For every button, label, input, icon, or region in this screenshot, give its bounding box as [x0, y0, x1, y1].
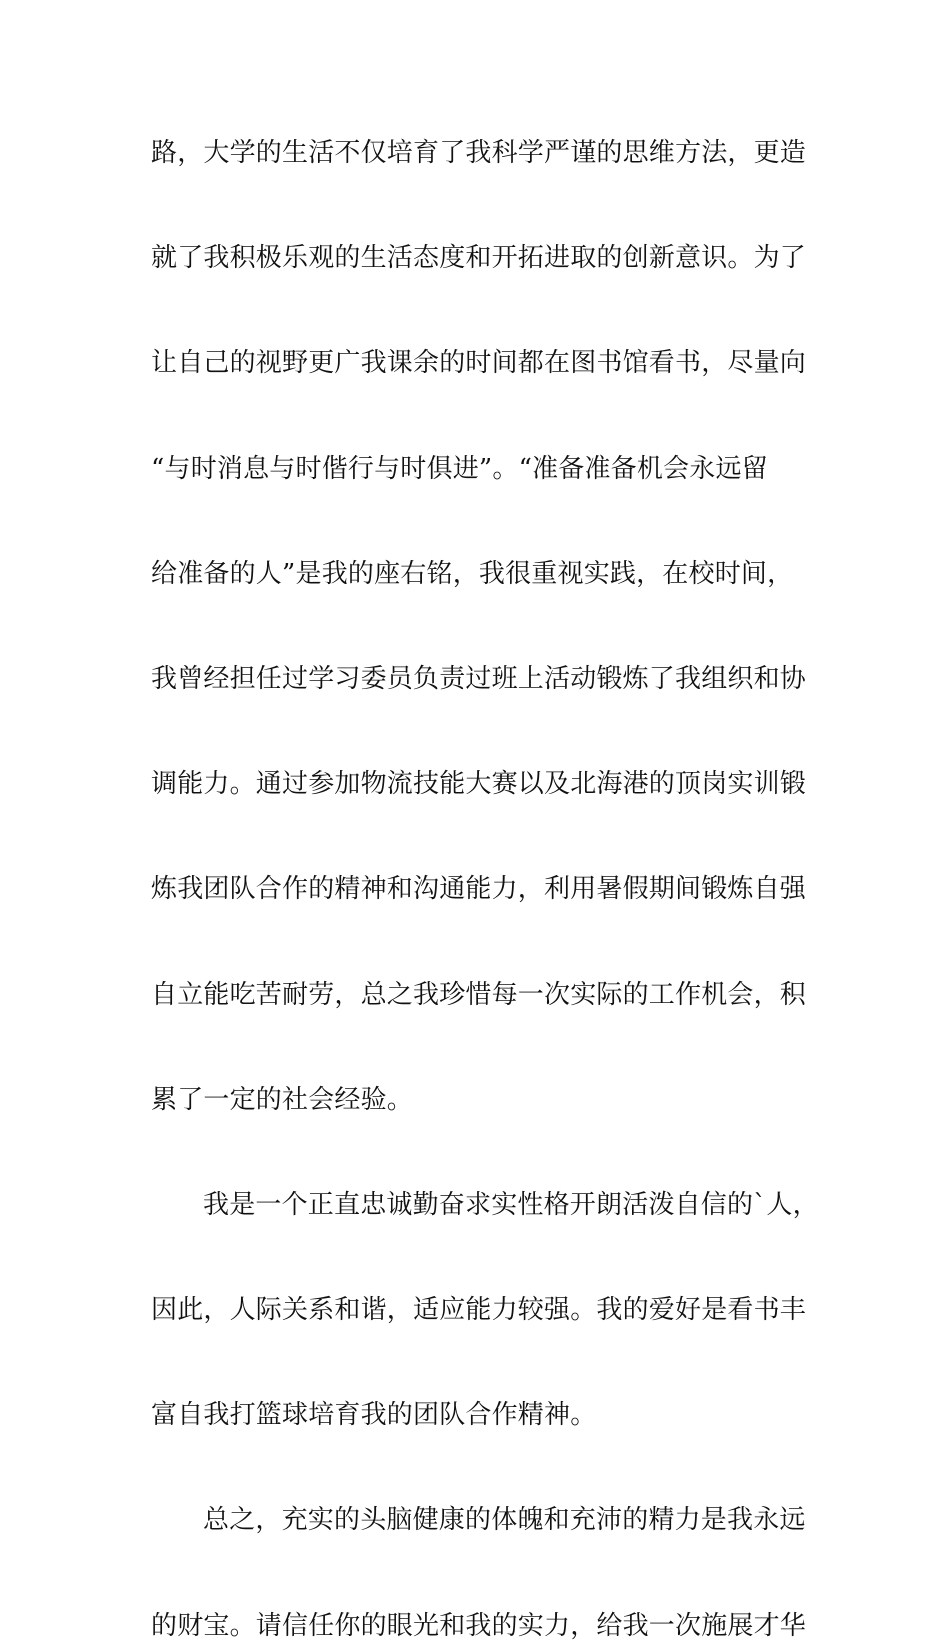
line-spacing [151, 1442, 801, 1495]
text-line: “与时消息与时偕行与时俱进”。“准备准备机会永远留 [151, 453, 768, 484]
text-line: 累了一定的社会经验。 [151, 1084, 414, 1115]
line-spacing [151, 1126, 801, 1179]
line-spacing [151, 706, 801, 759]
line-spacing [151, 1021, 801, 1074]
text-line: 的财宝。请信任你的眼光和我的实力，给我一次施展才华 [151, 1610, 807, 1641]
line-spacing [151, 495, 801, 548]
text-line: 让自己的视野更广我课余的时间都在图书馆看书，尽量向 [151, 348, 807, 379]
line-spacing [151, 1547, 801, 1600]
line-spacing [151, 811, 801, 864]
text-line: 我曾经担任过学习委员负责过班上活动锻炼了我组织和协 [151, 663, 807, 694]
text-line: 因此，人际关系和谐，适应能力较强。我的爱好是看书丰 [151, 1295, 807, 1326]
body-text [151, 127, 819, 1652]
line-spacing [151, 285, 801, 338]
line-spacing [151, 600, 801, 653]
line-spacing [151, 390, 801, 443]
text-line: 调能力。通过参加物流技能大赛以及北海港的顶岗实训锻 [151, 769, 807, 800]
line-spacing [151, 916, 801, 969]
text-line: 给准备的人”是我的座右铭，我很重视实践，在校时间， [151, 558, 794, 589]
paragraph-first-line: 总之，充实的头脑健康的体魄和充沛的精力是我永远 [203, 1505, 806, 1536]
text-line: 就了我积极乐观的生活态度和开拓进取的创新意识。为了 [151, 243, 807, 274]
line-spacing [151, 180, 801, 233]
text-line: 自立能吃苦耐劳，总之我珍惜每一次实际的工作机会，积 [151, 979, 807, 1010]
text-line: 路，大学的生活不仅培育了我科学严谨的思维方法，更造 [151, 138, 807, 168]
paragraph-first-line: 我是一个正直忠诚勤奋求实性格开朗活泼自信的`人， [203, 1189, 819, 1220]
text-line: 富自我打篮球培育我的团队合作精神。 [151, 1400, 597, 1431]
line-spacing [151, 1231, 801, 1284]
text-line: 炼我团队合作的精神和沟通能力，利用暑假期间锻炼自强 [151, 874, 807, 905]
line-spacing [151, 1337, 801, 1390]
